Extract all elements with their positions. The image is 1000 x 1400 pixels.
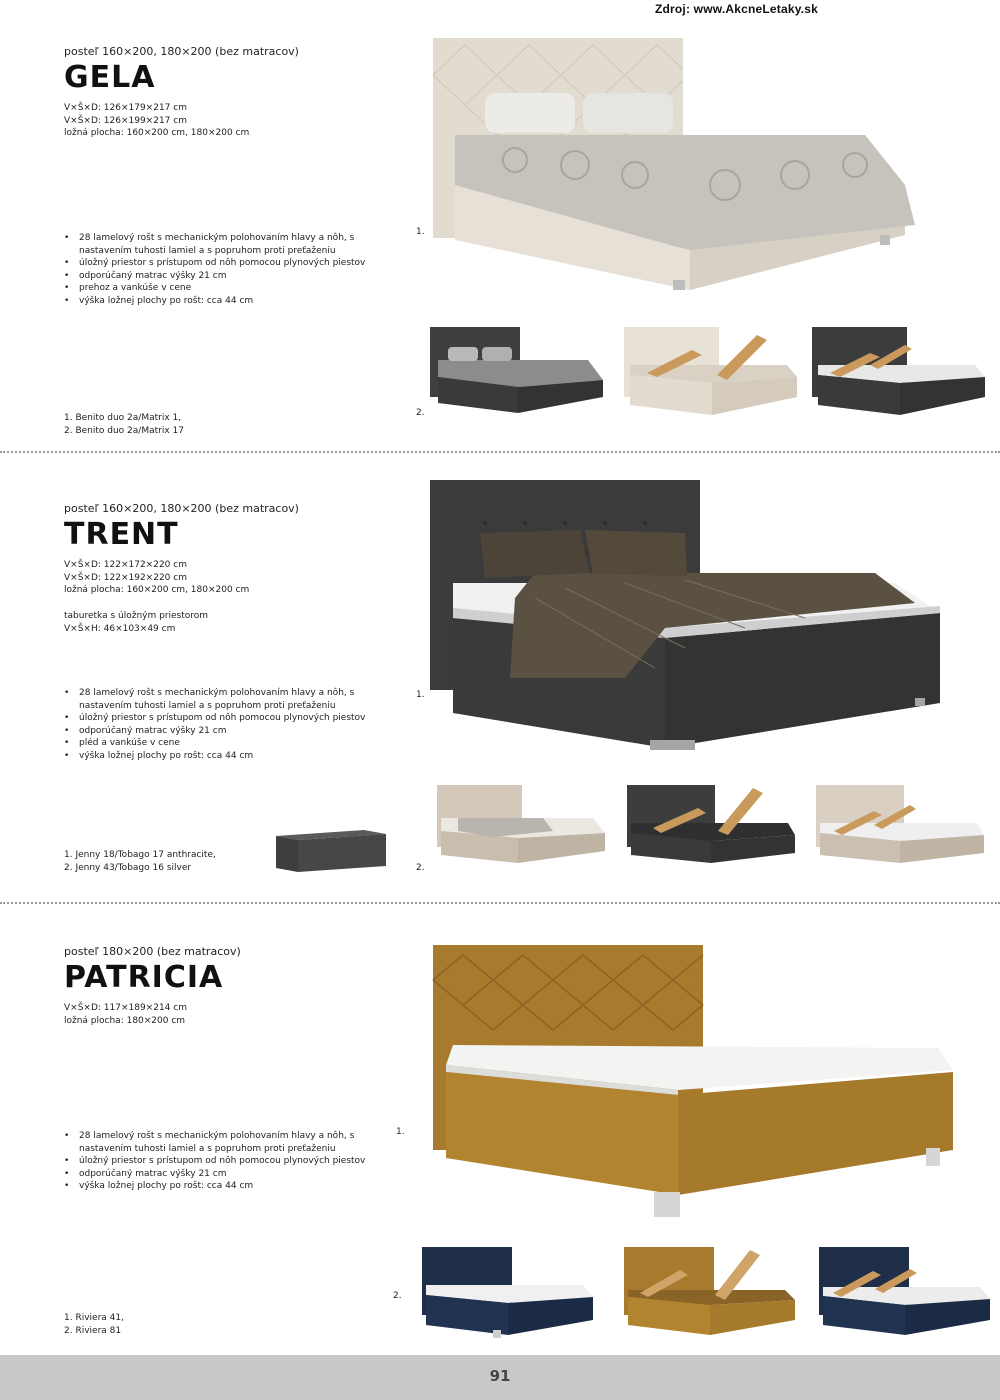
bed-thumbnail-dark <box>428 325 608 417</box>
feature-list <box>64 232 374 307</box>
feature-item: • odporúčaný matrac výšky 21 cm <box>64 1168 374 1181</box>
bed-thumbnail-navy <box>418 1245 598 1340</box>
bed-thumbnail-storage-anthracite <box>623 783 798 865</box>
variant-notes: 1. Riviera 41, 2. Riviera 81 <box>64 1313 124 1336</box>
storage-stool-image <box>274 826 390 876</box>
feature-item: • 28 lamelový rošt s mechanickým polohovaním hlavy a nôh, s nastavením tuhosti lamiel a s popruhom proti preťaženiu <box>64 687 374 712</box>
product-dimensions: V×Š×D: 117×189×214 cm ložná plocha: 180×200 cm <box>64 1003 187 1026</box>
product-subtitle: posteľ 180×200 (bez matracov) <box>64 945 241 958</box>
variant-notes: 1. Jenny 18/Tobago 17 anthracite, 2. Jenny 43/Tobago 16 silver <box>64 850 216 873</box>
feature-item: • výška ložnej plochy po rošt: cca 44 cm <box>64 750 374 763</box>
feature-item: • odporúčaný matrac výšky 21 cm <box>64 270 374 283</box>
image-label-1: 1. <box>416 227 425 237</box>
feature-item: • výška ložnej plochy po rošt: cca 44 cm <box>64 1180 374 1193</box>
image-label-2: 2. <box>416 408 425 418</box>
feature-list <box>64 687 374 762</box>
source-credit: Zdroj: www.AkcneLetaky.sk <box>654 2 818 16</box>
feature-item: • prehoz a vankúše v cene <box>64 282 374 295</box>
product-dimensions: V×Š×D: 126×179×217 cm V×Š×D: 126×199×217 cm ložná plocha: 160×200 cm, 180×200 cm <box>64 103 250 138</box>
bed-image-main <box>425 478 955 753</box>
section-divider <box>0 902 1000 904</box>
feature-item: • 28 lamelový rošt s mechanickým polohovaním hlavy a nôh, s nastavením tuhosti lamiel a s popruhom proti preťaženiu <box>64 232 374 257</box>
variant-notes: 1. Benito duo 2a/Matrix 1, 2. Benito duo 2a/Matrix 17 <box>64 413 184 436</box>
product-subtitle: posteľ 160×200, 180×200 (bez matracov) <box>64 502 299 515</box>
feature-item: • úložný priestor s prístupom od nôh pomocou plynových piestov <box>64 712 374 725</box>
feature-item: • úložný priestor s prístupom od nôh pomocou plynových piestov <box>64 257 374 270</box>
bed-thumbnail-storage-mustard <box>620 1245 800 1340</box>
page-number: 91 <box>489 1367 511 1385</box>
feature-item: • výška ložnej plochy po rošt: cca 44 cm <box>64 295 374 308</box>
feature-item: • 28 lamelový rošt s mechanickým polohovaním hlavy a nôh, s nastavením tuhosti lamiel a s popruhom proti preťaženiu <box>64 1130 374 1155</box>
product-title: PATRICIA <box>64 960 224 995</box>
stool-dimensions: taburetka s úložným priestorom V×Š×H: 46×103×49 cm <box>64 611 209 634</box>
product-title: TRENT <box>64 517 179 552</box>
bed-thumbnail-storage-dark <box>810 325 990 417</box>
feature-item: • odporúčaný matrac výšky 21 cm <box>64 725 374 738</box>
bed-image-main <box>425 35 925 295</box>
section-divider <box>0 451 1000 453</box>
bed-thumbnail-beige <box>433 783 608 865</box>
image-label-1: 1. <box>416 690 425 700</box>
product-dimensions: V×Š×D: 122×172×220 cm V×Š×D: 122×192×220 cm ložná plocha: 160×200 cm, 180×200 cm <box>64 560 250 595</box>
feature-item: • pléd a vankúše v cene <box>64 737 374 750</box>
feature-item: • úložný priestor s prístupom od nôh pomocou plynových piestov <box>64 1155 374 1168</box>
bed-image-main <box>428 940 958 1220</box>
bed-thumbnail-storage-silver <box>812 783 987 865</box>
image-label-2: 2. <box>393 1291 402 1301</box>
bed-thumbnail-storage-navy <box>815 1245 995 1340</box>
feature-list <box>64 1130 374 1193</box>
product-subtitle: posteľ 160×200, 180×200 (bez matracov) <box>64 45 299 58</box>
image-label-1: 1. <box>396 1127 405 1137</box>
product-title: GELA <box>64 60 156 95</box>
image-label-2: 2. <box>416 863 425 873</box>
page-footer <box>0 1355 1000 1400</box>
bed-thumbnail-storage-beige <box>622 325 802 417</box>
